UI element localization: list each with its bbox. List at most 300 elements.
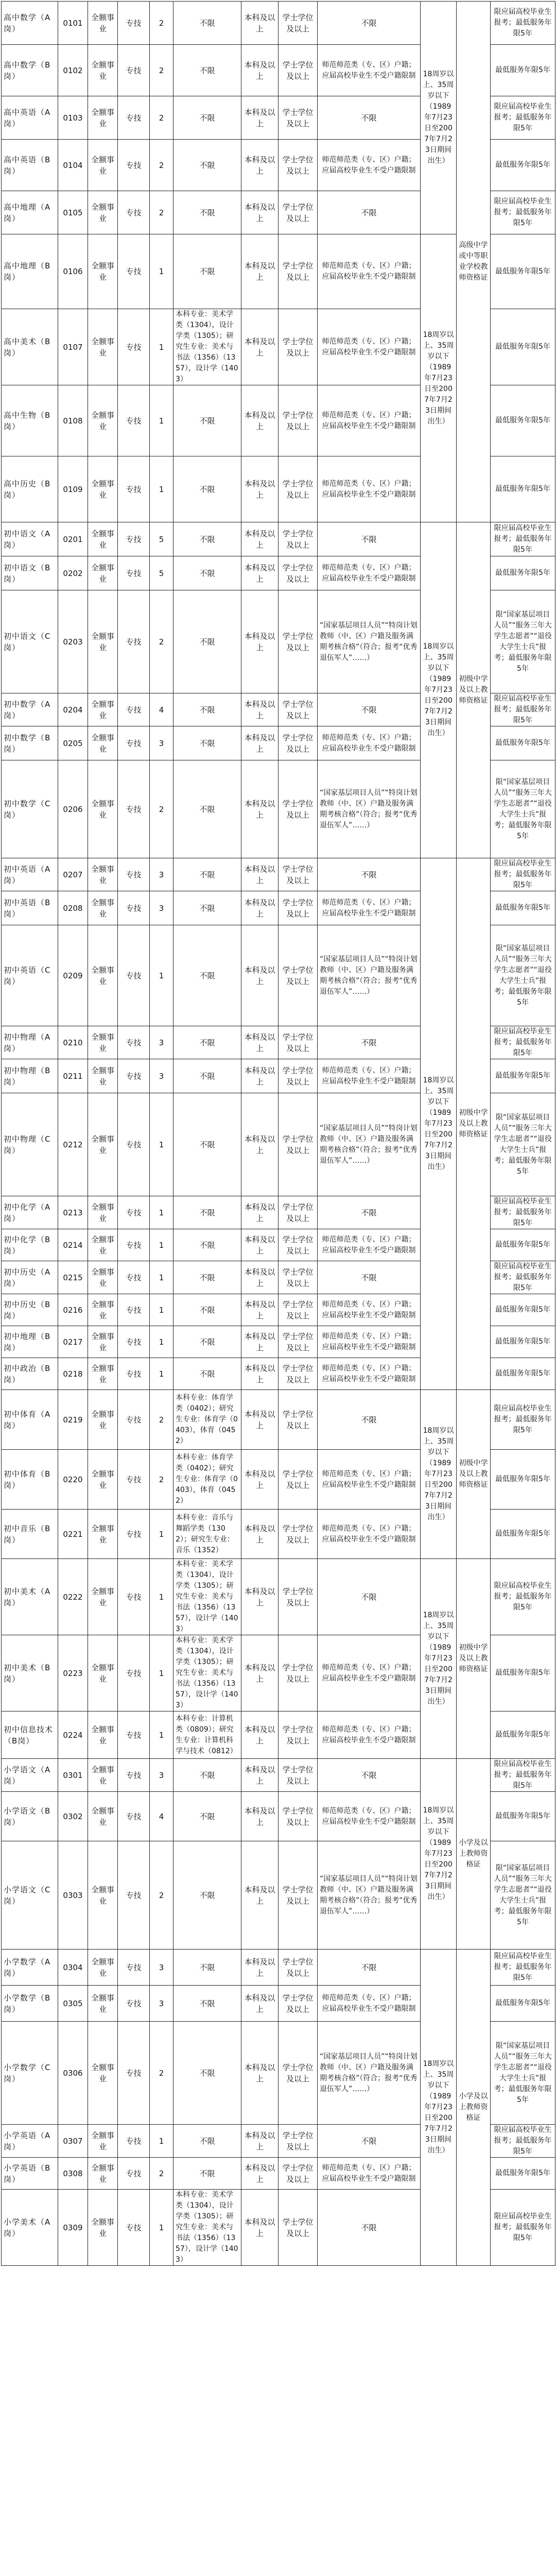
other-req: 不限 bbox=[318, 2125, 421, 2158]
education: 本科及以上 bbox=[241, 925, 279, 1026]
unit-type: 全额事业 bbox=[88, 1841, 118, 1950]
major: 不限 bbox=[173, 556, 241, 590]
degree: 学士学位及以上 bbox=[279, 925, 318, 1026]
post-code: 0303 bbox=[58, 1841, 88, 1950]
unit-type: 全额事业 bbox=[88, 2022, 118, 2125]
post-type: 专技 bbox=[118, 522, 150, 556]
other-req: 不限 bbox=[318, 693, 421, 726]
major: 不限 bbox=[173, 96, 241, 140]
remark: 最低服务年限5年 bbox=[491, 1711, 555, 1759]
other-req: 师范师范类（专、区）户籍；应届高校毕业生不受户籍限制 bbox=[318, 234, 421, 309]
degree: 学士学位及以上 bbox=[279, 1635, 318, 1711]
post-count: 5 bbox=[150, 556, 173, 590]
post-code: 0214 bbox=[58, 1229, 88, 1261]
major: 不限 bbox=[173, 456, 241, 522]
post-type: 专技 bbox=[118, 726, 150, 760]
degree: 学士学位及以上 bbox=[279, 556, 318, 590]
post-name: 初中音乐（B岗） bbox=[2, 1510, 58, 1559]
remark: 最低服务年限5年 bbox=[491, 891, 555, 925]
major: 本科专业：计算机类（0809）；研究生专业：计算机科学与技术（0812） bbox=[173, 1711, 241, 1759]
education: 本科及以上 bbox=[241, 309, 279, 385]
degree: 学士学位及以上 bbox=[279, 891, 318, 925]
other-req: 不限 bbox=[318, 2190, 421, 2266]
remark: 最低服务年限5年 bbox=[491, 1326, 555, 1358]
post-count: 2 bbox=[150, 1390, 173, 1450]
post-count: 1 bbox=[150, 385, 173, 456]
age-req: 18周岁以上、35周岁以下（1989年7月23日至2007年7月23日期间出生） bbox=[421, 2, 457, 234]
remark: 限“国家基层项目人员”“服务三年大学生志愿者”“退役大学生士兵”报考；最低服务年限5年 bbox=[491, 1093, 555, 1196]
unit-type: 全额事业 bbox=[88, 191, 118, 234]
other-req: 不限 bbox=[318, 1390, 421, 1450]
post-count: 2 bbox=[150, 1841, 173, 1950]
major: 不限 bbox=[173, 1026, 241, 1059]
post-name: 初中数学（A岗） bbox=[2, 693, 58, 726]
unit-type: 全额事业 bbox=[88, 1358, 118, 1390]
education: 本科及以上 bbox=[241, 891, 279, 925]
post-type: 专技 bbox=[118, 2158, 150, 2190]
education: 本科及以上 bbox=[241, 1059, 279, 1093]
education: 本科及以上 bbox=[241, 385, 279, 456]
other-req: 师范师范类（专、区）户籍；应届高校毕业生不受户籍限制 bbox=[318, 1711, 421, 1759]
education: 本科及以上 bbox=[241, 2158, 279, 2190]
major: 不限 bbox=[173, 385, 241, 456]
degree: 学士学位及以上 bbox=[279, 385, 318, 456]
other-req: 师范师范类（专、区）户籍；应届高校毕业生不受户籍限制 bbox=[318, 2158, 421, 2190]
post-count: 1 bbox=[150, 309, 173, 385]
unit-type: 全额事业 bbox=[88, 858, 118, 891]
post-count: 1 bbox=[150, 1358, 173, 1390]
post-name: 初中语文（B岗） bbox=[2, 556, 58, 590]
major: 不限 bbox=[173, 925, 241, 1026]
post-count: 2 bbox=[150, 2, 173, 45]
post-code: 0212 bbox=[58, 1093, 88, 1196]
remark: 限“国家基层项目人员”“服务三年大学生志愿者”“退役大学生士兵”报考；最低服务年限5年 bbox=[491, 925, 555, 1026]
cert-req: 初级中学及以上教师资格证 bbox=[457, 522, 491, 858]
post-type: 专技 bbox=[118, 1950, 150, 1986]
remark: 限应届高校毕业生报考；最低服务年限5年 bbox=[491, 1026, 555, 1059]
unit-type: 全额事业 bbox=[88, 1792, 118, 1841]
degree: 学士学位及以上 bbox=[279, 1559, 318, 1635]
other-req: 师范师范类（专、区）户籍；应届高校毕业生不受户籍限制 bbox=[318, 1635, 421, 1711]
table-row bbox=[2, 2, 555, 45]
post-type: 专技 bbox=[118, 2, 150, 45]
education: 本科及以上 bbox=[241, 1026, 279, 1059]
unit-type: 全额事业 bbox=[88, 760, 118, 858]
post-type: 专技 bbox=[118, 1229, 150, 1261]
remark: 最低服务年限5年 bbox=[491, 1294, 555, 1326]
post-name: 初中体育（B岗） bbox=[2, 1450, 58, 1510]
post-code: 0101 bbox=[58, 2, 88, 45]
major: 不限 bbox=[173, 1093, 241, 1196]
education: 本科及以上 bbox=[241, 1635, 279, 1711]
post-type: 专技 bbox=[118, 1261, 150, 1294]
degree: 学士学位及以上 bbox=[279, 1450, 318, 1510]
remark: 最低服务年限5年 bbox=[491, 1358, 555, 1390]
age-req: 18周岁以上、35周岁以下（1989年7月23日至2007年7月23日期间出生） bbox=[421, 1559, 457, 1759]
post-code: 0217 bbox=[58, 1326, 88, 1358]
other-req: 师范师范类（专、区）户籍；应届高校毕业生不受户籍限制 bbox=[318, 1792, 421, 1841]
unit-type: 全额事业 bbox=[88, 925, 118, 1026]
other-req: 师范师范类（专、区）户籍；应届高校毕业生不受户籍限制 bbox=[318, 1059, 421, 1093]
remark: 最低服务年限5年 bbox=[491, 1059, 555, 1093]
degree: 学士学位及以上 bbox=[279, 1294, 318, 1326]
degree: 学士学位及以上 bbox=[279, 96, 318, 140]
remark: 最低服务年限5年 bbox=[491, 309, 555, 385]
post-name: 初中物理（B岗） bbox=[2, 1059, 58, 1093]
education: 本科及以上 bbox=[241, 1093, 279, 1196]
other-req: 师范师范类（专、区）户籍；应届高校毕业生不受户籍限制 bbox=[318, 1229, 421, 1261]
post-code: 0108 bbox=[58, 385, 88, 456]
degree: 学士学位及以上 bbox=[279, 590, 318, 693]
other-req: 师范师范类（专、区）户籍；应届高校毕业生不受户籍限制 bbox=[318, 1326, 421, 1358]
remark: 最低服务年限5年 bbox=[491, 140, 555, 191]
unit-type: 全额事业 bbox=[88, 1196, 118, 1229]
major: 不限 bbox=[173, 1986, 241, 2022]
degree: 学士学位及以上 bbox=[279, 234, 318, 309]
post-type: 专技 bbox=[118, 456, 150, 522]
age-req: 18周岁以上、35周岁以下（1989年7月23日至2007年7月23日期间出生） bbox=[421, 858, 457, 1390]
unit-type: 全额事业 bbox=[88, 140, 118, 191]
major: 不限 bbox=[173, 45, 241, 96]
remark: 限应届高校毕业生报考；最低服务年限5年 bbox=[491, 1196, 555, 1229]
unit-type: 全额事业 bbox=[88, 1093, 118, 1196]
education: 本科及以上 bbox=[241, 2190, 279, 2266]
major: 不限 bbox=[173, 2158, 241, 2190]
major: 不限 bbox=[173, 760, 241, 858]
remark: 最低服务年限5年 bbox=[491, 234, 555, 309]
education: 本科及以上 bbox=[241, 726, 279, 760]
degree: 学士学位及以上 bbox=[279, 2190, 318, 2266]
degree: 学士学位及以上 bbox=[279, 1841, 318, 1950]
table-row bbox=[2, 1390, 555, 1450]
education: 本科及以上 bbox=[241, 2125, 279, 2158]
post-code: 0302 bbox=[58, 1792, 88, 1841]
other-req: 不限 bbox=[318, 191, 421, 234]
major: 不限 bbox=[173, 726, 241, 760]
age-req: 18周岁以上、35周岁以下（1989年7月23日至2007年7月23日期间出生） bbox=[421, 1390, 457, 1559]
education: 本科及以上 bbox=[241, 522, 279, 556]
other-req: “国家基层项目人员”“特岗计划教师（中、区）户籍及服务满期考核合格”（符合；报考“优秀退伍军人”……） bbox=[318, 1841, 421, 1950]
post-count: 2 bbox=[150, 760, 173, 858]
major: 不限 bbox=[173, 522, 241, 556]
post-name: 初中体育（A岗） bbox=[2, 1390, 58, 1450]
post-name: 小学数学（C岗） bbox=[2, 2022, 58, 2125]
major: 本科专业：美术学类（1304），设计学类（1305）；研究生专业：美术与书法（1356）（1357），设计学（1403） bbox=[173, 309, 241, 385]
post-type: 专技 bbox=[118, 693, 150, 726]
remark: 最低服务年限5年 bbox=[491, 1792, 555, 1841]
post-code: 0204 bbox=[58, 693, 88, 726]
other-req: 不限 bbox=[318, 1950, 421, 1986]
post-name: 小学英语（B岗） bbox=[2, 2158, 58, 2190]
post-count: 5 bbox=[150, 522, 173, 556]
post-name: 初中化学（B岗） bbox=[2, 1229, 58, 1261]
remark: 最低服务年限5年 bbox=[491, 45, 555, 96]
education: 本科及以上 bbox=[241, 1229, 279, 1261]
post-count: 3 bbox=[150, 726, 173, 760]
degree: 学士学位及以上 bbox=[279, 858, 318, 891]
post-count: 3 bbox=[150, 1950, 173, 1986]
post-count: 1 bbox=[150, 234, 173, 309]
other-req: “国家基层项目人员”“特岗计划教师（中、区）户籍及服务满期考核合格”（符合；报考“优秀退伍军人”……） bbox=[318, 1093, 421, 1196]
post-name: 初中地理（B岗） bbox=[2, 1326, 58, 1358]
post-name: 高中英语（A岗） bbox=[2, 96, 58, 140]
post-type: 专技 bbox=[118, 1841, 150, 1950]
other-req: 师范师范类（专、区）户籍；应届高校毕业生不受户籍限制 bbox=[318, 891, 421, 925]
post-count: 3 bbox=[150, 891, 173, 925]
education: 本科及以上 bbox=[241, 1261, 279, 1294]
post-count: 2 bbox=[150, 2022, 173, 2125]
post-code: 0104 bbox=[58, 140, 88, 191]
degree: 学士学位及以上 bbox=[279, 1326, 318, 1358]
other-req: 师范师范类（专、区）户籍；应届高校毕业生不受户籍限制 bbox=[318, 1450, 421, 1510]
age-req: 18周岁以上、35周岁以下（1989年7月23日至2007年7月23日期间出生） bbox=[421, 234, 457, 522]
unit-type: 全额事业 bbox=[88, 2125, 118, 2158]
post-type: 专技 bbox=[118, 234, 150, 309]
remark: 限应届高校毕业生报考；最低服务年限5年 bbox=[491, 1261, 555, 1294]
education: 本科及以上 bbox=[241, 590, 279, 693]
major: 不限 bbox=[173, 590, 241, 693]
degree: 学士学位及以上 bbox=[279, 760, 318, 858]
unit-type: 全额事业 bbox=[88, 522, 118, 556]
post-count: 1 bbox=[150, 1294, 173, 1326]
post-name: 初中英语（C岗） bbox=[2, 925, 58, 1026]
remark: 最低服务年限5年 bbox=[491, 1986, 555, 2022]
post-count: 1 bbox=[150, 1711, 173, 1759]
post-type: 专技 bbox=[118, 1711, 150, 1759]
remark: 最低服务年限5年 bbox=[491, 2158, 555, 2190]
post-code: 0209 bbox=[58, 925, 88, 1026]
other-req: 不限 bbox=[318, 1759, 421, 1792]
post-name: 高中美术（B岗） bbox=[2, 309, 58, 385]
degree: 学士学位及以上 bbox=[279, 45, 318, 96]
education: 本科及以上 bbox=[241, 140, 279, 191]
remark: 最低服务年限5年 bbox=[491, 456, 555, 522]
post-name: 小学语文（B岗） bbox=[2, 1792, 58, 1841]
degree: 学士学位及以上 bbox=[279, 191, 318, 234]
post-count: 1 bbox=[150, 925, 173, 1026]
post-count: 1 bbox=[150, 1559, 173, 1635]
recruitment-table bbox=[1, 1, 555, 2266]
post-name: 初中数学（C岗） bbox=[2, 760, 58, 858]
degree: 学士学位及以上 bbox=[279, 1026, 318, 1059]
education: 本科及以上 bbox=[241, 556, 279, 590]
post-code: 0207 bbox=[58, 858, 88, 891]
remark: 最低服务年限5年 bbox=[491, 1635, 555, 1711]
unit-type: 全额事业 bbox=[88, 2190, 118, 2266]
other-req: 师范师范类（专、区）户籍；应届高校毕业生不受户籍限制 bbox=[318, 556, 421, 590]
other-req: 不限 bbox=[318, 858, 421, 891]
post-count: 2 bbox=[150, 140, 173, 191]
post-type: 专技 bbox=[118, 2125, 150, 2158]
post-code: 0106 bbox=[58, 234, 88, 309]
post-name: 高中历史（B岗） bbox=[2, 456, 58, 522]
remark: 最低服务年限5年 bbox=[491, 1450, 555, 1510]
major: 不限 bbox=[173, 1294, 241, 1326]
remark: 最低服务年限5年 bbox=[491, 726, 555, 760]
table-row bbox=[2, 1759, 555, 1792]
post-name: 高中数学（B岗） bbox=[2, 45, 58, 96]
post-count: 1 bbox=[150, 1196, 173, 1229]
major: 不限 bbox=[173, 891, 241, 925]
degree: 学士学位及以上 bbox=[279, 456, 318, 522]
other-req: 师范师范类（专、区）户籍；应届高校毕业生不受户籍限制 bbox=[318, 1986, 421, 2022]
remark: 限应届高校毕业生报考；最低服务年限5年 bbox=[491, 858, 555, 891]
major: 本科专业：体育学类（0402）；研究生专业：体育学（0403），体育（0452） bbox=[173, 1450, 241, 1510]
table-row bbox=[2, 1950, 555, 1986]
remark: 限“国家基层项目人员”“服务三年大学生志愿者”“退役大学生士兵”报考；最低服务年限5年 bbox=[491, 590, 555, 693]
unit-type: 全额事业 bbox=[88, 2158, 118, 2190]
remark: 限“国家基层项目人员”“服务三年大学生志愿者”“退役大学生士兵”报考；最低服务年限5年 bbox=[491, 1841, 555, 1950]
post-code: 0208 bbox=[58, 891, 88, 925]
education: 本科及以上 bbox=[241, 96, 279, 140]
degree: 学士学位及以上 bbox=[279, 1792, 318, 1841]
post-code: 0307 bbox=[58, 2125, 88, 2158]
education: 本科及以上 bbox=[241, 1326, 279, 1358]
unit-type: 全额事业 bbox=[88, 1059, 118, 1093]
post-count: 1 bbox=[150, 1635, 173, 1711]
other-req: 师范师范类（专、区）户籍；应届高校毕业生不受户籍限制 bbox=[318, 140, 421, 191]
post-name: 初中美术（A岗） bbox=[2, 1559, 58, 1635]
education: 本科及以上 bbox=[241, 1841, 279, 1950]
post-code: 0306 bbox=[58, 2022, 88, 2125]
post-type: 专技 bbox=[118, 2022, 150, 2125]
other-req: 师范师范类（专、区）户籍；应届高校毕业生不受户籍限制 bbox=[318, 456, 421, 522]
post-name: 高中地理（B岗） bbox=[2, 234, 58, 309]
other-req: “国家基层项目人员”“特岗计划教师（中、区）户籍及服务满期考核合格”（符合；报考“优秀退伍军人”……） bbox=[318, 590, 421, 693]
unit-type: 全额事业 bbox=[88, 385, 118, 456]
post-type: 专技 bbox=[118, 1326, 150, 1358]
remark: 限应届高校毕业生报考；最低服务年限5年 bbox=[491, 1559, 555, 1635]
major: 不限 bbox=[173, 858, 241, 891]
major: 本科专业：美术学类（1304），设计学类（1305）；研究生专业：美术与书法（1356）（1357），设计学（1403） bbox=[173, 1559, 241, 1635]
remark: 限应届高校毕业生报考；最低服务年限5年 bbox=[491, 522, 555, 556]
post-name: 初中英语（B岗） bbox=[2, 891, 58, 925]
post-name: 小学数学（B岗） bbox=[2, 1986, 58, 2022]
education: 本科及以上 bbox=[241, 1390, 279, 1450]
cert-req: 初级中学及以上教师资格证 bbox=[457, 1390, 491, 1559]
post-code: 0201 bbox=[58, 522, 88, 556]
post-code: 0309 bbox=[58, 2190, 88, 2266]
unit-type: 全额事业 bbox=[88, 891, 118, 925]
other-req: “国家基层项目人员”“特岗计划教师（中、区）户籍及服务满期考核合格”（符合；报考“优秀退伍军人”……） bbox=[318, 760, 421, 858]
unit-type: 全额事业 bbox=[88, 1510, 118, 1559]
post-name: 初中语文（A岗） bbox=[2, 522, 58, 556]
post-type: 专技 bbox=[118, 309, 150, 385]
post-name: 高中生物（B岗） bbox=[2, 385, 58, 456]
post-name: 初中美术（B岗） bbox=[2, 1635, 58, 1711]
education: 本科及以上 bbox=[241, 1510, 279, 1559]
unit-type: 全额事业 bbox=[88, 1559, 118, 1635]
degree: 学士学位及以上 bbox=[279, 2, 318, 45]
major: 本科专业：美术学类（1304），设计学类（1305）；研究生专业：美术与书法（1356）（1357），设计学（1403） bbox=[173, 1635, 241, 1711]
other-req: 师范师范类（专、区）户籍；应届高校毕业生不受户籍限制 bbox=[318, 309, 421, 385]
cert-req: 小学及以上教师资格证 bbox=[457, 1950, 491, 2266]
post-type: 专技 bbox=[118, 1635, 150, 1711]
degree: 学士学位及以上 bbox=[279, 726, 318, 760]
unit-type: 全额事业 bbox=[88, 1635, 118, 1711]
other-req: 不限 bbox=[318, 1026, 421, 1059]
post-name: 高中地理（A岗） bbox=[2, 191, 58, 234]
degree: 学士学位及以上 bbox=[279, 1059, 318, 1093]
post-code: 0203 bbox=[58, 590, 88, 693]
post-type: 专技 bbox=[118, 1196, 150, 1229]
age-req: 18周岁以上、35周岁以下（1989年7月23日至2007年7月23日期间出生） bbox=[421, 1759, 457, 1950]
post-name: 初中历史（B岗） bbox=[2, 1294, 58, 1326]
remark: 最低服务年限5年 bbox=[491, 1510, 555, 1559]
cert-req: 初级中学及以上教师资格证 bbox=[457, 858, 491, 1390]
table-row bbox=[2, 522, 555, 556]
post-code: 0222 bbox=[58, 1559, 88, 1635]
major: 不限 bbox=[173, 2022, 241, 2125]
post-code: 0105 bbox=[58, 191, 88, 234]
remark: 限应届高校毕业生报考；最低服务年限5年 bbox=[491, 2190, 555, 2266]
remark: 限“国家基层项目人员”“服务三年大学生志愿者”“退役大学生士兵”报考；最低服务年限5年 bbox=[491, 2022, 555, 2125]
major: 不限 bbox=[173, 1950, 241, 1986]
post-count: 1 bbox=[150, 456, 173, 522]
other-req: 师范师范类（专、区）户籍；应届高校毕业生不受户籍限制 bbox=[318, 45, 421, 96]
other-req: 不限 bbox=[318, 1196, 421, 1229]
education: 本科及以上 bbox=[241, 858, 279, 891]
degree: 学士学位及以上 bbox=[279, 1986, 318, 2022]
education: 本科及以上 bbox=[241, 2022, 279, 2125]
unit-type: 全额事业 bbox=[88, 1294, 118, 1326]
education: 本科及以上 bbox=[241, 45, 279, 96]
other-req: 师范师范类（专、区）户籍；应届高校毕业生不受户籍限制 bbox=[318, 1358, 421, 1390]
other-req: 师范师范类（专、区）户籍；应届高校毕业生不受户籍限制 bbox=[318, 1510, 421, 1559]
other-req: 不限 bbox=[318, 1261, 421, 1294]
major: 不限 bbox=[173, 140, 241, 191]
remark: 限应届高校毕业生报考；最低服务年限5年 bbox=[491, 191, 555, 234]
unit-type: 全额事业 bbox=[88, 456, 118, 522]
degree: 学士学位及以上 bbox=[279, 1759, 318, 1792]
post-name: 小学美术（A岗） bbox=[2, 2190, 58, 2266]
age-req: 18周岁以上、35周岁以下（1989年7月23日至2007年7月23日期间出生） bbox=[421, 1950, 457, 2266]
major: 不限 bbox=[173, 2, 241, 45]
post-type: 专技 bbox=[118, 891, 150, 925]
education: 本科及以上 bbox=[241, 1711, 279, 1759]
post-type: 专技 bbox=[118, 760, 150, 858]
post-type: 专技 bbox=[118, 1093, 150, 1196]
education: 本科及以上 bbox=[241, 693, 279, 726]
other-req: 不限 bbox=[318, 1559, 421, 1635]
other-req: “国家基层项目人员”“特岗计划教师（中、区）户籍及服务满期考核合格”（符合；报考“优秀退伍军人”……） bbox=[318, 925, 421, 1026]
post-code: 0219 bbox=[58, 1390, 88, 1450]
unit-type: 全额事业 bbox=[88, 1229, 118, 1261]
degree: 学士学位及以上 bbox=[279, 1093, 318, 1196]
post-code: 0224 bbox=[58, 1711, 88, 1759]
post-type: 专技 bbox=[118, 925, 150, 1026]
major: 不限 bbox=[173, 234, 241, 309]
major: 不限 bbox=[173, 693, 241, 726]
post-count: 2 bbox=[150, 45, 173, 96]
post-code: 0221 bbox=[58, 1510, 88, 1559]
post-count: 3 bbox=[150, 1026, 173, 1059]
degree: 学士学位及以上 bbox=[279, 1196, 318, 1229]
major: 本科专业：体育学类（0402）；研究生专业：体育学（0403），体育（0452） bbox=[173, 1390, 241, 1450]
post-count: 3 bbox=[150, 1986, 173, 2022]
post-name: 小学语文（C岗） bbox=[2, 1841, 58, 1950]
remark: 限应届高校毕业生报考；最低服务年限5年 bbox=[491, 1759, 555, 1792]
education: 本科及以上 bbox=[241, 1196, 279, 1229]
cert-req: 初级中学及以上教师资格证 bbox=[457, 1559, 491, 1759]
post-count: 1 bbox=[150, 1229, 173, 1261]
post-name: 高中数学（A岗） bbox=[2, 2, 58, 45]
degree: 学士学位及以上 bbox=[279, 1390, 318, 1450]
unit-type: 全额事业 bbox=[88, 2, 118, 45]
remark: 限应届高校毕业生报考；最低服务年限5年 bbox=[491, 96, 555, 140]
unit-type: 全额事业 bbox=[88, 726, 118, 760]
degree: 学士学位及以上 bbox=[279, 140, 318, 191]
